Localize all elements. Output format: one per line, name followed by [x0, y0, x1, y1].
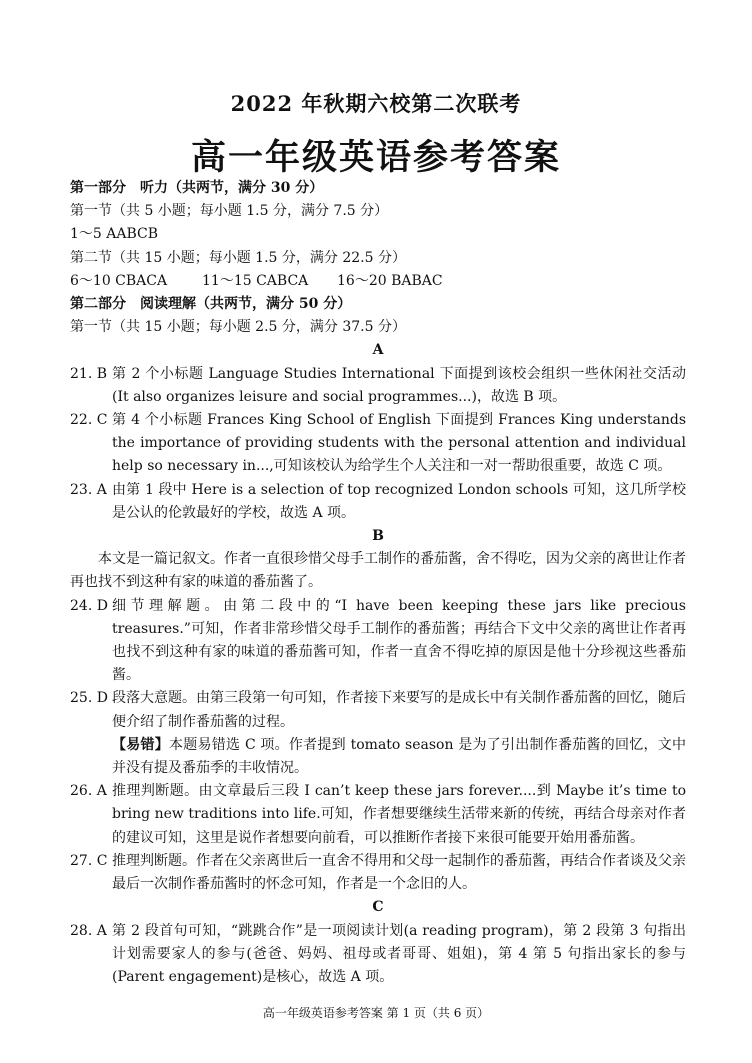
passage-c-letter: C	[372, 899, 384, 916]
answer-number: 22. C	[70, 412, 108, 429]
part1-answers1: 1～5 AABCB	[70, 226, 159, 243]
answer-27	[70, 850, 686, 896]
answer-explanation: 第 2 个小标题 Language Studies International 下面提到该校会组织一些休闲社交活动(It also organizes leisure and social programmes...)，故选 B 项。	[112, 365, 686, 405]
answer-explanation: 第 4 个小标题 Frances King School of English 下面提到 Frances King understands the importance of providing students with the personal attention and individual help so necessary in...,可知该校认为给学生个人关注和一对一帮助很重要，故选 C 项。	[112, 412, 686, 475]
page-footer: 高一年级英语参考答案 第 1 页（共 6 页）	[262, 1006, 490, 1020]
answer-number: 24. D	[70, 597, 108, 614]
answer-number: 26. A	[70, 783, 107, 800]
part1-answers2	[70, 270, 686, 293]
answer-number: 25. D	[70, 690, 108, 707]
part1-heading: 第一部分 听力（共两节，满分 30 分）	[70, 180, 324, 196]
part1-section1: 第一节（共 5 小题；每小题 1.5 分，满分 7.5 分）	[70, 203, 389, 220]
answer-21	[70, 363, 686, 409]
answer-number: 28. A	[70, 922, 107, 939]
answer-number: 27. C	[70, 852, 108, 869]
passage-a-letter: A	[372, 342, 384, 359]
passage-b-letter: B	[372, 528, 384, 545]
answer-24	[70, 595, 686, 688]
answers-16-20: 16～20 BABAC	[337, 272, 443, 289]
answer-28	[70, 920, 686, 990]
answer-explanation: 推理判断题。由文章最后三段 I can’t keep these jars forever....到 Maybe it’s time to bring new traditions into life.可知，作者想要继续生活带来新的传统，再结合母亲对作者的建议可知，这里是说作者想要向前看，可以推断作者接下来很可能要开始用番茄酱。	[112, 783, 686, 846]
passage-b-intro: 本文是一篇记叙文。作者一直很珍惜父母手工制作的番茄酱，舍不得吃，因为父亲的离世让作者再也找不到这种有家的味道的番茄酱了。	[70, 551, 686, 591]
answer-number: 23. A	[70, 481, 107, 498]
part2-section1: 第一节（共 15 小题；每小题 2.5 分，满分 37.5 分）	[70, 319, 406, 336]
answer-content	[70, 177, 686, 989]
answer-25	[70, 687, 686, 780]
answer-explanation: 由第 1 段中 Here is a selection of top recognized London schools 可知，这几所学校是公认的伦敦最好的学校，故选 A 项。	[112, 481, 686, 521]
exam-subtitle: 2022 年秋期六校第二次联考	[230, 91, 522, 116]
answer-explanation: 第 2 段首句可知，“跳跳合作”是一项阅读计划(a reading program)，第 2 段第 3 句指出计划需要家人的参与(爸爸、妈妈、祖母或者哥哥、姐姐)，第 4 第 5 句指出家长的参与(Parent engagement)是核心，故选 A 项。	[112, 922, 686, 985]
answers-11-15: 11～15 CABCA	[202, 272, 309, 289]
page-title: 高一年级英语参考答案	[190, 138, 561, 178]
error-note	[112, 734, 686, 780]
answer-26	[70, 780, 686, 850]
error-note-text: 本题易错选 C 项。作者提到 tomato season 是为了引出制作番茄酱的回忆，文中并没有提及番茄季的丰收情况。	[112, 736, 687, 777]
answer-explanation: 推理判断题。作者在父亲离世后一直舍不得用和父母一起制作的番茄酱，再结合作者谈及父亲最后一次制作番茄酱时的怀念可知，作者是一个念旧的人。	[112, 852, 686, 893]
answer-22	[70, 409, 686, 479]
answer-explanation: 细节理解题。由第二段中的“I have been keeping these jars like precious treasures.”可知，作者非常珍惜父母手工制作的番茄酱；再结合下文中父亲的离世让作者再也找不到这种有家的味道的番茄酱可知，作者一直舍不得吃掉的原因是他十分珍视这些番茄酱。	[112, 597, 686, 684]
part1-section2: 第二节（共 15 小题；每小题 1.5 分，满分 22.5 分）	[70, 249, 406, 266]
answer-explanation: 段落大意题。由第三段第一句可知，作者接下来要写的是成长中有关制作番茄酱的回忆，随后便介绍了制作番茄酱的过程。	[112, 690, 686, 730]
error-note-label: 【易错】	[112, 736, 170, 753]
answer-23	[70, 479, 686, 525]
answer-number: 21. B	[70, 365, 108, 382]
answers-6-10: 6～10 CBACA	[70, 272, 168, 289]
part2-heading: 第二部分 阅读理解（共两节，满分 50 分）	[70, 296, 352, 313]
